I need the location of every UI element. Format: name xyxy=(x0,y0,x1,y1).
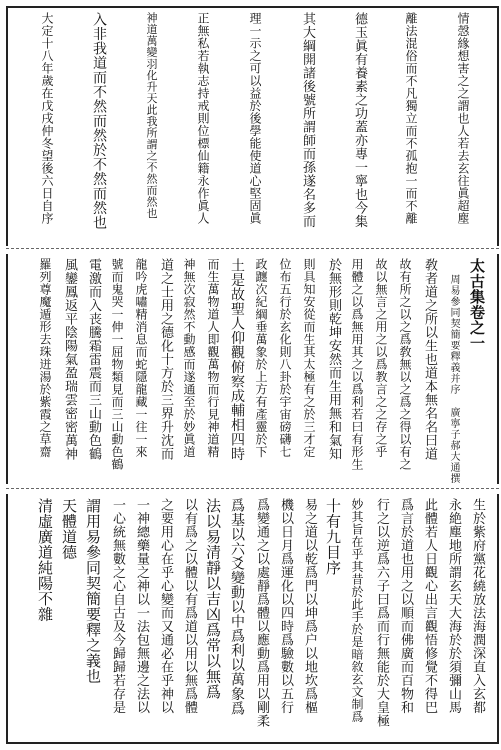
text-column: 龍吟虎嘯精消息而蛇隱龍藏一往一來 xyxy=(134,258,148,458)
preface-columns xyxy=(16,12,489,242)
text-column: 故以無言之用之以爲教言之之存之乎 xyxy=(374,258,388,458)
chapter-one-columns xyxy=(16,258,489,484)
text-column: 機以日月爲運化以四時爲驗數以五行 xyxy=(278,498,293,714)
text-column: 以有爲之以體以有爲道以用以無爲體 xyxy=(182,498,197,714)
text-column: 於無形則乾坤安然而生用無和氣知 xyxy=(326,258,341,461)
text-column: 生於紫府黨花繞放法海潤深直入玄都 xyxy=(470,498,485,714)
text-column: 則具知安從而生其太極有之於三才定 xyxy=(302,258,316,458)
text-column: 情愨緣想害之之謂也人若去玄往眞超塵 xyxy=(456,12,470,225)
text-column: 周易參同契簡要釋義并序 廣寧子郝大通撰 xyxy=(448,274,459,484)
text-column: 爲言於道也用之以順而佛廣而百物和 xyxy=(398,498,413,714)
text-column: 用體之以爲無用其之以爲利若曰有形生 xyxy=(350,258,364,471)
text-column: 謂用易參同契簡要釋之義也 xyxy=(84,498,102,684)
text-column: 離法混俗而不凡獨立而不孤抱一而不離 xyxy=(404,12,418,225)
text-column: 其大綱開諸後號所謂師而孫遂名多而 xyxy=(300,12,315,228)
text-column: 神無次寂然不動感而遂通至於妙眞道 xyxy=(182,258,196,458)
text-column: 十有九目序 xyxy=(324,498,342,576)
text-column: 道之士用之德化十方於三界升沈而 xyxy=(158,258,173,461)
text-column: 故有所之以之爲敎無以之爲之得以有之 xyxy=(398,258,412,471)
text-column: 位布五行於玄化則八卦於宇宙磅礴七 xyxy=(278,258,292,458)
text-column: 行之以逆爲六子曰爲而行無能於大皇極 xyxy=(374,498,389,728)
text-column: 天體道德 xyxy=(60,498,78,560)
text-column: 入非我道而不然而然於不然而然也 xyxy=(91,12,107,230)
text-column: 政躔次紀綱垂萬象於上方有產靈於下 xyxy=(254,258,268,458)
text-column: 爲基以六爻變動以中爲利以萬象爲 xyxy=(229,498,245,716)
text-column: 太古集卷之一 xyxy=(468,258,486,351)
text-column: 清虛廣道純陽不雜 xyxy=(36,498,54,622)
text-column: 一神總藥量之神以一法包無邊之法以 xyxy=(134,498,149,714)
text-column: 風鑾鳳返平陰陽氣盈瑞雲密密萬神 xyxy=(62,258,77,461)
text-column: 神道萬變羽化升天此我所謂之不然而然也 xyxy=(145,12,158,219)
text-column: 德玉眞有養素之功蓋亦專一寧也今集 xyxy=(352,12,367,228)
text-column: 一心統無數之心自古及今歸歸若存是 xyxy=(110,498,125,714)
text-column: 理一示之可以益於後學能使道心堅固眞 xyxy=(248,12,262,225)
text-column: 易之道以乾爲門以坤爲户以地坎爲樞 xyxy=(302,498,317,714)
text-column: 敎者道之所以生也道本無名名曰道 xyxy=(422,258,437,461)
text-column: 正無私若執志持戒則位標仙籍永作眞人 xyxy=(196,12,210,225)
section-divider xyxy=(6,248,499,250)
text-column: 爲變通之以處靜爲體以應動爲用以剛柔 xyxy=(254,498,269,728)
chapter-one-section xyxy=(6,254,499,484)
preface-section xyxy=(6,6,499,246)
text-column: 而生萬物道人即觀萬物而行見神道精 xyxy=(206,258,220,458)
text-column: 妙其旨在乎其昔於此手於是暗敘玄文制爲 xyxy=(350,498,364,723)
text-column: 號而鬼哭一伸一屈物類見而三山動色鶴 xyxy=(110,258,124,471)
text-column: 羅列尊魔遁形去珠迸湯於紫霞之草齋 xyxy=(38,258,52,458)
text-column: 法以易清靜以吉凶爲常以無爲 xyxy=(204,498,222,700)
text-column: 土是故聖人仰觀俯察成輔相四時 xyxy=(229,258,245,461)
text-column: 之要用心在乎心變而又通必在乎神以 xyxy=(158,498,173,714)
text-column: 永絶塵地所謂玄天大海於於須彌山馬 xyxy=(446,498,461,714)
text-column: 大定十八年歲在戊戌仲冬望後六日自序 xyxy=(40,12,54,225)
continuation-columns xyxy=(16,498,489,738)
section-divider xyxy=(6,488,499,490)
text-column: 電激而入丧騰霜雷震而三山動色鶴 xyxy=(86,258,101,461)
continuation-section xyxy=(6,494,499,744)
text-column: 此體若人日觀心出言觀悟修覺不得巴 xyxy=(422,498,437,714)
